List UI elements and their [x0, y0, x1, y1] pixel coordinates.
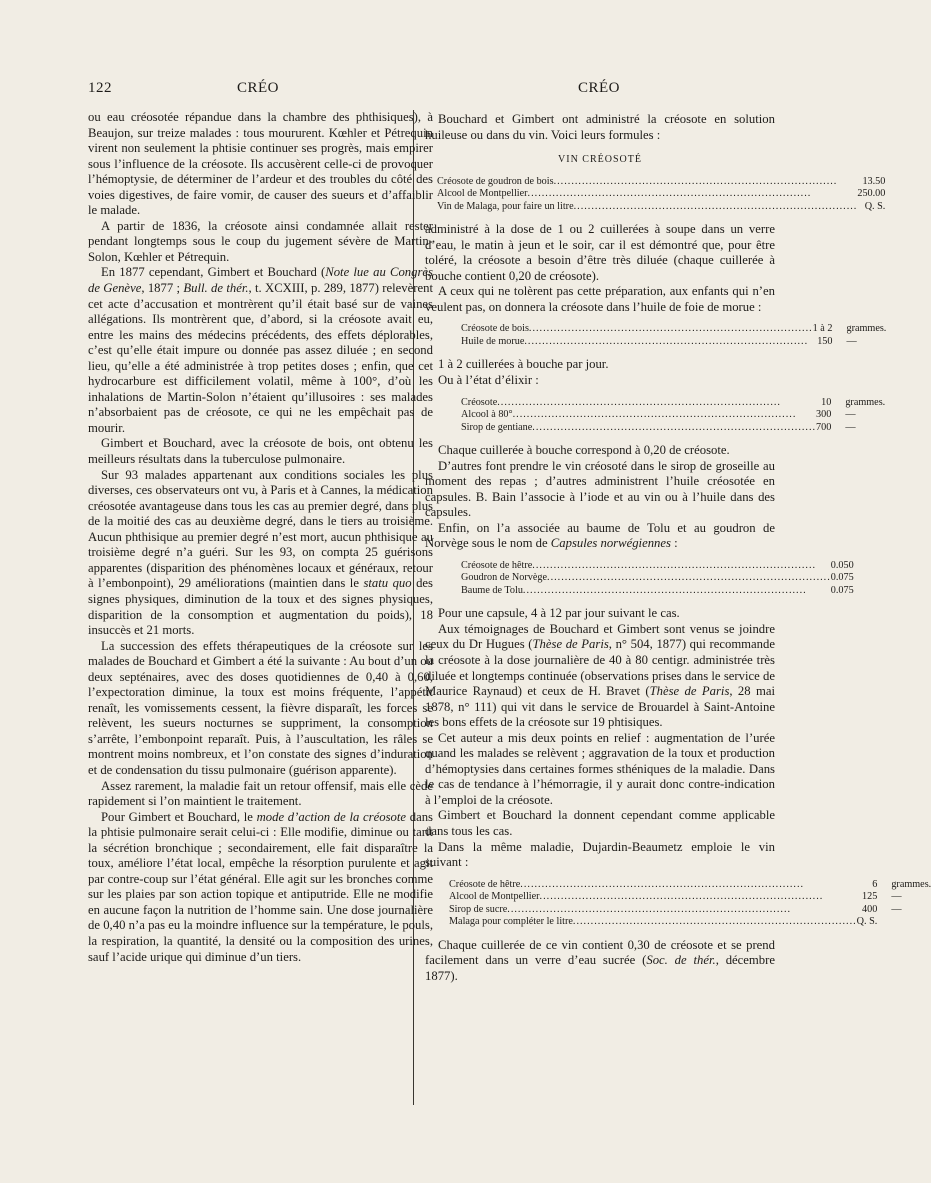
- ingredient: Créosote de goudron de bois................................................................................: [437, 175, 838, 187]
- quantity: 250.00: [857, 188, 886, 200]
- quantity: 0.050: [830, 559, 854, 571]
- paragraph: Bouchard et Gimbert ont administré la créosote en solution huileuse ou dans du vin. Voici leurs formules :: [425, 112, 775, 142]
- quantity: 0.075: [830, 572, 854, 584]
- ingredient: Créosote de bois................................................................................: [461, 323, 813, 335]
- running-title-left: CRÉO: [237, 80, 280, 96]
- quantity: Q. S.: [864, 200, 886, 212]
- formula-title: VIN CRÉOSOTÉ: [558, 154, 642, 166]
- table-row: [461, 336, 886, 349]
- ingredient: Alcool de Montpellier................................................................................: [437, 188, 812, 200]
- ingredient: Huile de morue................................................................................: [461, 335, 809, 347]
- ingredient: Sirop de gentiane................................................................................: [461, 421, 817, 433]
- paragraph: Dans la même maladie, Dujardin-Beaumetz emploie le vin suivant :: [425, 839, 775, 870]
- quantity: 300: [816, 409, 832, 421]
- paragraph: ou eau créosotée répandue dans la chambre des phthisiques), à Beaujon, sur treize malades : tous moururent. Kœhler et Pétrequin virent non seulement la phtisie continuer ses progrès, mais empirer sous l’influence de la créosote. Ils accusèrent celle-ci de provoquer l’hémoptysie, de déterminer de l’ardeur et des troubles du côté des voies digestives, de faire vomir, de causer des sueurs et d’affaiblir le malade.: [88, 110, 433, 218]
- paragraph: Assez rarement, la maladie fait un retour offensif, mais elle cède rapidement si l’on maintient le traitement.: [88, 778, 433, 809]
- unit: —: [891, 903, 902, 915]
- paragraph: Gimbert et Bouchard, avec la créosote de bois, ont obtenu les meilleurs résultats dans la tuberculose pulmonaire.: [88, 436, 433, 467]
- unit: grammes.: [891, 878, 931, 890]
- table-row: [461, 409, 885, 422]
- quantity: 10: [821, 396, 832, 408]
- paragraph: D’autres font prendre le vin créosoté dans le sirop de groseille au moment des repas ; d’autres administrent l’huile créosotée en capsules. B. Bain l’associe à l’iode et au vin ou à l’huile dans des capsules.: [425, 458, 775, 520]
- table-row: [449, 891, 931, 904]
- right-column: [425, 112, 931, 984]
- paragraph: Enfin, on l’a associée au baume de Tolu et au goudron de Norvège sous le nom de Capsules norwégiennes :: [425, 520, 775, 551]
- quantity: Q. S.: [856, 916, 878, 928]
- table-row: [461, 323, 886, 336]
- ingredient: Malaga pour compléter le litre................................................................................: [449, 916, 857, 928]
- table-row: [449, 879, 931, 892]
- unit: —: [891, 891, 902, 903]
- quantity: 125: [862, 891, 878, 903]
- paragraph: La succession des effets thérapeutiques de la créosote sur les malades de Bouchard et Gimbert a été la suivante : Au bout d’un ou deux septénaires, avec des doses quotidiennes de 0,40 à 0,60, l’expectoration diminue, la toux est moins fréquente, l’appétit renaît, les vomissements cessent, la fièvre disparaît, les forces se relèvent, les sueurs nocturnes se suppriment, la consomption s’arrête, l’embonpoint reparaît. Puis, à l’auscultation, les râles se montrent moins nombreux, et l’on constate des signes d’induration et de condensation du tissu pulmonaire (guérison apparente).: [88, 638, 433, 777]
- paragraph: administré à la dose de 1 ou 2 cuillerées à soupe dans un verre d’eau, le matin à jeun et le soir, car il est démontré que, pour être toléré, la créosote a besoin d’être très diluée (chaque cuillerée à bouche contient 0,20 de créosote).: [425, 222, 775, 283]
- ingredient: Alcool à 80°................................................................................: [461, 409, 797, 421]
- quantity: 0.075: [830, 584, 854, 596]
- citation: Bull. de thér.: [183, 281, 249, 296]
- table-row: [449, 916, 931, 929]
- ingredient: Alcool de Montpellier................................................................................: [449, 891, 824, 903]
- running-title-right: CRÉO: [578, 80, 621, 96]
- unit: —: [845, 409, 856, 421]
- paragraph: Sur 93 malades appartenant aux conditions sociales les plus diverses, ces observateurs ont vu, à Paris et à Cannes, la médication créosotée avantageuse dans tous les cas au premier degré, dans plus de la moitié des cas au deuxième degré, dans le tiers au troisième. Aucun phthisique au premier degré n’est mort, aucun phthisique au troisième degré n’a guéri. Sur les 93, on compta 25 guérisons apparentes (disparition des phénomènes locaux et généraux, retour à l’embonpoint), 29 améliorations (maintien dans le statu quo des signes physiques, diminution de la toux et des signes physiques, disparition de la consomption et augmentation du poids), 18 insuccès et 21 morts.: [88, 467, 433, 638]
- formula-table: [461, 397, 885, 435]
- paragraph: Cet auteur a mis deux points en relief : augmentation de l’urée quand les malades se relèvent ; aggravation de la toux et production d’hémoptysies dans certaines formes sthéniques de la maladie. Dans le cas de tendance à l’hémorragie, il y aurait donc contre-indication à l’emploi de la créosote.: [425, 730, 775, 807]
- table-row: [437, 188, 891, 201]
- citation: Note lue au Congrès de Genève: [88, 265, 433, 296]
- unit: grammes.: [846, 323, 887, 335]
- left-column: [88, 110, 433, 965]
- formula-table: [461, 323, 886, 348]
- table-row: [437, 176, 891, 189]
- paragraph: Pour Gimbert et Bouchard, le mode d’action de la créosote dans la phtisie pulmonaire serait celui-ci : Elle modifie, diminue ou tarit la sécrétion bronchique ; secondairement, elle fait disparaître la toux, améliore l’état local, empêche la résorption purulente et agit par contre-coup sur l’état général. Elle agit sur les bronches comme sur les plaies par son action topique et antiputride. Elle ne modifie en aucune façon la nutrition de l’homme sain. Une dose journalière de 0,40 n’a pas eu la moindre influence sur la température, le pouls, la respiration, la quantité, la densité ou la composition des urines, sauf l’acide urique qui diminue d’un tiers.: [88, 809, 433, 964]
- paragraph: Chaque cuillerée de ce vin contient 0,30 de créosote et se prend facilement dans un verre d’eau sucrée (Soc. de thér., décembre 1877).: [425, 937, 775, 983]
- ingredient: Vin de Malaga, pour faire un litre................................................................................: [437, 200, 858, 212]
- ingredient: Goudron de Norvège................................................................................: [461, 572, 831, 584]
- paragraph: A partir de 1836, la créosote ainsi condamnée allait rester pendant longtemps sous le coup du jugement sévère de Martin-Solon, Kœhler et Pétrequin.: [88, 218, 433, 264]
- paragraph: Aux témoignages de Bouchard et Gimbert sont venus se joindre ceux du Dr Hugues (Thèse de Paris, n° 504, 1877) qui recommande la créosote à la dose journalière de 40 à 80 centigr. administrée très diluée et longtemps continuée (observations prises dans le service de Maurice Raynaud) et ceux de H. Bravet (Thèse de Paris, 28 mai 1878, n° 111) qui vit dans le service de Brouardel à Saint-Antoine les bons effets de la créosote sur 19 phtisiques.: [425, 621, 776, 730]
- paragraph: Ou à l’état d’élixir :: [438, 372, 539, 387]
- formula-table: [437, 176, 891, 214]
- quantity: 1 à 2: [812, 323, 833, 335]
- unit: [883, 916, 931, 929]
- paragraph: En 1877 cependant, Gimbert et Bouchard (Note lue au Congrès de Genève, 1877 ; Bull. de thér., t. XCXIII, p. 289, 1877) relevèrent cet acte d’accusation et montrèrent qu’il était basé sur de vaines allégations. Ils montrèrent que, d’abord, si la créosote avait eu, entre les mains des médecins précédents, des effets déplorables, c’est qu’elle était impure ou donnée pas assez diluée ; en second lieu, qu’elle a été administrée à trop petites doses ; enfin, que cet hydrocarbure est difficilement volatil, même à 100°, d’où les inhalations de Martin-Solon n’étaient qu’illusoires : ses malades n’absorbaient pas de créosote, ce qui ne les empêchait pas de mourir.: [88, 265, 433, 435]
- table-row: [461, 572, 860, 585]
- quantity: 700: [816, 421, 832, 433]
- table-row: [461, 422, 885, 435]
- ingredient: Créosote................................................................................: [461, 396, 781, 408]
- paragraph: Pour une capsule, 4 à 12 par jour suivant le cas.: [438, 606, 680, 621]
- table-row: [461, 585, 860, 598]
- page-number: 122: [88, 80, 112, 96]
- unit: —: [846, 335, 857, 347]
- ingredient: Sirop de sucre................................................................................: [449, 903, 792, 915]
- formula-table: [449, 879, 931, 929]
- quantity: 13.50: [862, 175, 886, 187]
- quantity: 150: [817, 335, 833, 347]
- ingredient: Créosote de hêtre................................................................................: [461, 559, 817, 571]
- ingredient: Baume de Tolu................................................................................: [461, 584, 807, 596]
- table-row: [449, 904, 931, 917]
- paragraph: A ceux qui ne tolèrent pas cette préparation, aux enfants qui n’en veulent pas, on donnera la créosote dans l’huile de foie de morue :: [425, 284, 775, 314]
- table-row: [461, 397, 885, 410]
- paragraph: 1 à 2 cuillerées à bouche par jour.: [438, 357, 609, 372]
- quantity: 400: [862, 903, 878, 915]
- paragraph: Chaque cuillerée à bouche correspond à 0,20 de créosote.: [438, 443, 730, 458]
- unit: grammes.: [845, 396, 886, 408]
- quantity: 6: [872, 878, 878, 890]
- ingredient: Créosote de hêtre................................................................................: [449, 878, 805, 890]
- table-row: [437, 201, 891, 214]
- formula-table: [461, 560, 860, 598]
- unit: —: [845, 421, 856, 433]
- table-row: [461, 560, 860, 573]
- paragraph: Gimbert et Bouchard la donnent cependant comme applicable dans tous les cas.: [425, 808, 775, 838]
